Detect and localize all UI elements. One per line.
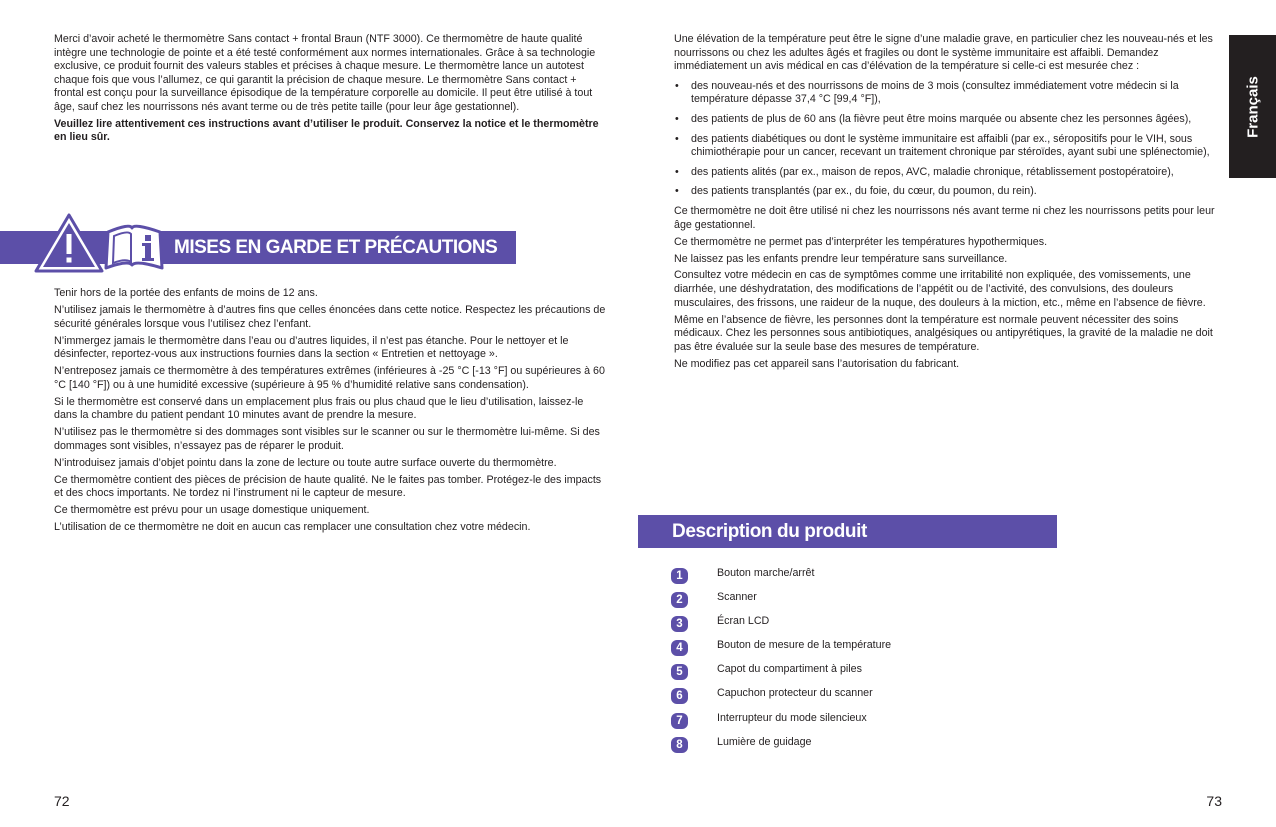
language-tab: [1229, 35, 1276, 178]
warnings-banner: [0, 212, 520, 274]
part-item: [671, 589, 1071, 613]
intro-bold-notice: Veuillez lire attentivement ces instructions avant d’utiliser le produit. Conservez la notice et le thermomètre en lieu sûr.: [54, 117, 599, 144]
parts-list: [671, 565, 1071, 758]
body-paragraph: Même en l’absence de fièvre, les personnes dont la température est normale peuvent nécessiter des soins médicaux. Chez les personnes sous antibiotiques, analgésiques ou antipyrétiques, la gravité de la maladie ne doit pas être évaluée sur la seule base des mesures de température.: [674, 313, 1213, 353]
part-number-badge: 2: [671, 592, 688, 608]
part-item: [671, 637, 1071, 661]
part-label: Lumière de guidage: [717, 735, 812, 748]
warning-item: N’introduisez jamais d’objet pointu dans la zone de lecture ou toute autre surface ouverte du thermomètre.: [54, 456, 557, 469]
bullet-marker: •: [675, 79, 679, 92]
warning-item: Tenir hors de la portée des enfants de moins de 12 ans.: [54, 287, 318, 299]
part-item: [671, 565, 1071, 589]
body-paragraph: Consultez votre médecin en cas de symptômes comme une irritabilité non expliquée, des vomissements, une diarrhée, une déshydratation, des modifications de l’appétit ou de l’activité, des convulsions, des douleurs musculaires, des frissons, une raideur de la nuque, des douleurs à la miction, etc., même en l’absence de fièvre.: [674, 269, 1206, 309]
part-number-badge: 3: [671, 616, 688, 632]
right-page: [638, 0, 1276, 827]
warning-item: N’utilisez pas le thermomètre si des dommages sont visibles sur le scanner ou sur le thermomètre lui-même. Si des dommages sont visibles, n’essayez pas de réparer le produit.: [54, 426, 600, 452]
page-number-right: 73: [1206, 793, 1222, 809]
list-item: [674, 185, 1226, 199]
part-item: [671, 734, 1071, 758]
warning-item: L’utilisation de ce thermomètre ne doit en aucun cas remplacer une consultation chez votre médecin.: [54, 521, 531, 534]
part-number-badge: 1: [671, 568, 688, 584]
part-number-badge: 5: [671, 664, 688, 680]
info-book-icon: [106, 226, 162, 268]
part-number-badge: 8: [671, 737, 688, 753]
list-item-text: des nouveau-nés et des nourrissons de moins de 3 mois (consultez immédiatement votre médecin si la température dépasse 37,4 °C [99,4 °F]),: [691, 79, 1179, 106]
language-tab-label: Français: [1244, 75, 1261, 138]
banner-icons: [34, 212, 170, 274]
warning-item: N’entreposez jamais ce thermomètre à des températures extrêmes (inférieures à -25 °C [-13 °F] ou supérieures à 60 °C [140 °F]) ou à une humidité excessive (supérieure à 95 % d’humidité relative sans condensation).: [54, 365, 605, 391]
list-item-text: des patients alités (par ex., maison de repos, AVC, maladie chronique, rétablissement postopératoire),: [691, 165, 1174, 178]
description-title: Description du produit: [672, 521, 867, 542]
fever-guidance: [674, 33, 1226, 375]
part-label: Capuchon protecteur du scanner: [717, 687, 873, 700]
warning-item: Si le thermomètre est conservé dans un emplacement plus frais ou plus chaud que le lieu d’utilisation, laissez-le dans la chambre du patient pendant 10 minutes avant de prendre la mesure.: [54, 395, 584, 422]
part-label: Scanner: [717, 591, 757, 604]
part-number-badge: 4: [671, 640, 688, 656]
description-banner: [638, 515, 1057, 548]
part-label: Bouton marche/arrêt: [717, 567, 815, 579]
part-item: [671, 685, 1071, 709]
warning-item: Ce thermomètre est prévu pour un usage domestique uniquement.: [54, 504, 370, 517]
part-label: Écran LCD: [717, 615, 770, 628]
part-label: Capot du compartiment à piles: [717, 663, 862, 676]
list-item-text: des patients transplantés (par ex., du foie, du cœur, du poumon, du rein).: [691, 185, 1037, 198]
part-item: [671, 613, 1071, 637]
body-paragraph: Ne laissez pas les enfants prendre leur température sans surveillance.: [674, 252, 1008, 265]
body-paragraph: Ce thermomètre ne permet pas d’interpréter les températures hypothermiques.: [674, 235, 1048, 248]
bullet-marker: •: [675, 132, 679, 145]
bullet-marker: •: [675, 185, 679, 198]
intro-paragraph: Merci d’avoir acheté le thermomètre Sans contact + frontal Braun (NTF 3000). Ce thermomètre de haute qualité intègre une technologie de pointe et a été testé conformément aux normes internationales. Grâce à sa technologie exclusive, ce produit fournit des valeurs stables et précises à chaque mesure. Le thermomètre lance un autotest chaque fois que vous l’allumez, ce qui garantit la précision de chaque mesure. Le thermomètre Sans contact + frontal est conçu pour la surveillance épisodique de la température corporelle au domicile. Il peut être utilisé à tout âge, sauf chez les nourrissons nés avant terme ou de très petite taille (pour leur âge gestationnel).: [54, 33, 596, 113]
list-item: [674, 80, 1226, 107]
list-item-text: des patients diabétiques ou dont le système immunitaire est affaibli (par ex., séropositifs pour le VIH, sous chimiothérapie pour un cancer, recevant un traitement chronique par stéroïdes, ayant subi une splénectomie),: [691, 132, 1210, 159]
list-item: [674, 133, 1226, 160]
intro-section: [54, 33, 606, 148]
warning-triangle-icon: [34, 212, 170, 274]
bullet-marker: •: [675, 165, 679, 178]
part-label: Bouton de mesure de la température: [717, 639, 892, 652]
warning-item: N’immergez jamais le thermomètre dans l’eau ou d’autres liquides, il n’est pas étanche. Pour le nettoyer et le désinfecter, reportez-vous aux instructions fournies dans la section « Entretien et nettoyage ».: [54, 334, 569, 361]
page-number-left: 72: [54, 793, 70, 809]
warning-item: Ce thermomètre contient des pièces de précision de haute qualité. Ne le faites pas tomber. Protégez-le des impacts et des chocs importants. Ne tordez ni l’instrument ni le capteur de mesure.: [54, 473, 602, 500]
risk-group-list: [674, 80, 1226, 199]
body-paragraph: Ce thermomètre ne doit être utilisé ni chez les nourrissons nés avant terme ni chez les nourrissons petits pour leur âge gestationnel.: [674, 204, 1215, 231]
list-item: [674, 113, 1226, 127]
list-item-text: des patients de plus de 60 ans (la fièvre peut être moins marquée ou absente chez les personnes âgées),: [691, 112, 1192, 125]
warning-item: N’utilisez jamais le thermomètre à d’autres fins que celles énoncées dans cette notice. Respectez les précautions de sécurité générales lorsque vous l’utilisez chez l’enfant.: [54, 303, 606, 330]
bullet-marker: •: [675, 112, 679, 125]
warnings-list: [54, 287, 606, 538]
lead-paragraph: Une élévation de la température peut être le signe d’une maladie grave, en particulier chez les nouveau-nés et les nourrissons ou chez les adultes âgés et fragiles ou dont le système immunitaire est affaibli. Demandez immédiatement un avis médical en cas d’élévation de la température si celle-ci est mesurée chez :: [674, 33, 1213, 73]
body-paragraph: Ne modifiez pas cet appareil sans l’autorisation du fabricant.: [674, 357, 960, 370]
warnings-title: MISES EN GARDE ET PRÉCAUTIONS: [174, 237, 498, 258]
part-item: [671, 710, 1071, 734]
part-label: Interrupteur du mode silencieux: [717, 711, 867, 724]
part-number-badge: 7: [671, 713, 688, 729]
part-number-badge: 6: [671, 688, 688, 704]
part-item: [671, 661, 1071, 685]
list-item: [674, 166, 1226, 180]
